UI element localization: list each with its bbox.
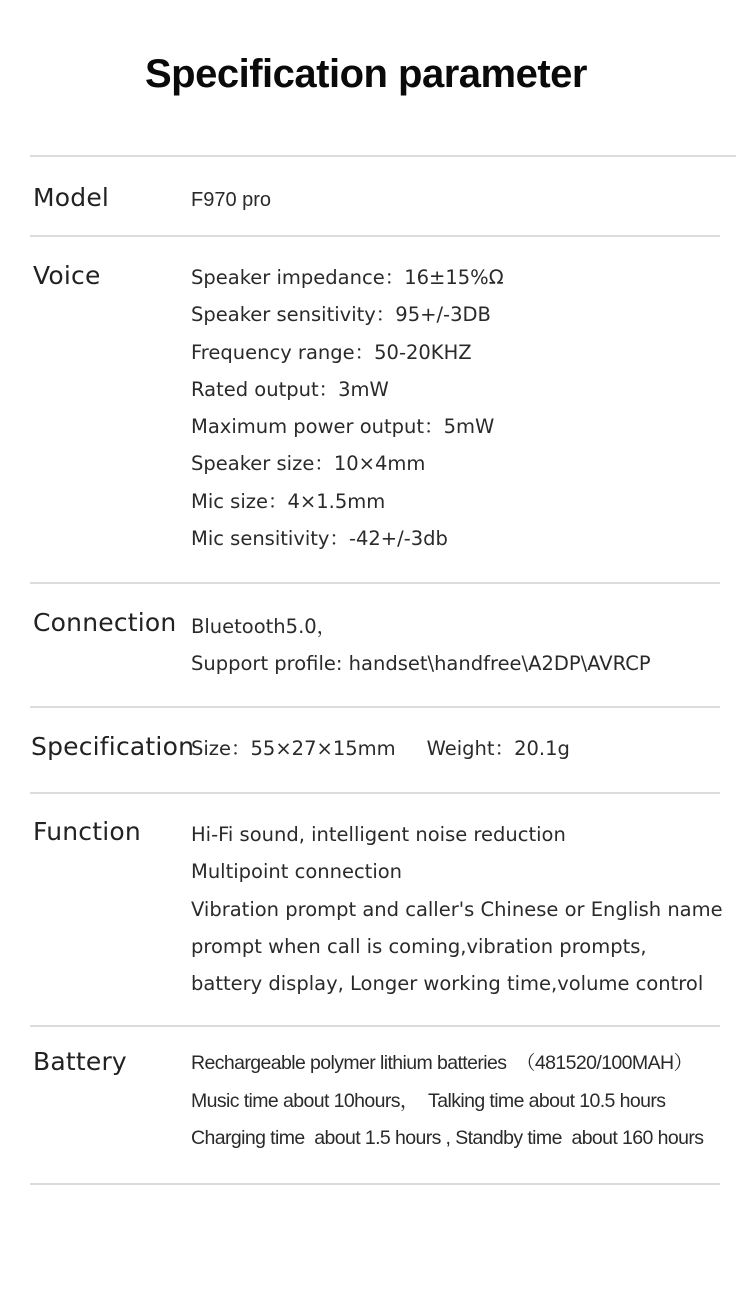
value-line: Support profile: handset\handfree\A2DP\AVRCP	[191, 652, 651, 676]
row-label-function: Function	[33, 817, 141, 846]
value-line: Frequency range：50-20KHZ	[191, 340, 472, 364]
value-line: Rated output：3mW	[191, 377, 389, 401]
row-label-connection: Connection	[33, 608, 177, 637]
divider	[30, 582, 720, 584]
value-line: Music time about 10hours， Talking time about 10.5 hours	[191, 1089, 666, 1112]
value-line: F970 pro	[191, 189, 272, 211]
page-title: Specification parameter	[145, 52, 587, 96]
row-values-model	[191, 182, 271, 219]
row-values-connection	[191, 608, 651, 683]
value-line: Mic sensitivity：-42+/-3db	[191, 527, 448, 551]
value-line: Multipoint connection	[191, 860, 403, 884]
value-line: Rechargeable polymer lithium batteries （481520/100MAH）	[191, 1052, 693, 1074]
value-line: Maximum power output：5mW	[191, 415, 495, 439]
row-values-function	[191, 816, 723, 1002]
divider	[30, 235, 720, 237]
row-values-battery	[191, 1045, 703, 1158]
value-line: Hi-Fi sound, intelligent noise reduction	[191, 823, 566, 846]
value-line: Speaker sensitivity：95+/-3DB	[191, 303, 491, 327]
divider	[30, 706, 720, 708]
value-line: Charging time about 1.5 hours , Standby time about 160 hours	[191, 1127, 704, 1149]
divider	[30, 792, 720, 794]
row-values-voice	[191, 259, 504, 557]
value-line: Speaker size：10×4mm	[191, 452, 426, 476]
divider	[30, 1025, 720, 1027]
row-label-specification: Specification	[31, 732, 195, 761]
row-values-specification	[191, 730, 570, 767]
value-line: prompt when call is coming,vibration prompts,	[191, 934, 647, 958]
row-label-battery: Battery	[33, 1047, 127, 1076]
divider	[30, 155, 736, 157]
row-label-model: Model	[33, 183, 110, 212]
value-line: Speaker impedance：16±15%Ω	[191, 266, 504, 289]
value-line: Size：55×27×15mm Weight：20.1g	[191, 737, 570, 760]
value-line: Mic size：4×1.5mm	[191, 489, 386, 513]
row-label-voice: Voice	[33, 261, 101, 290]
divider	[30, 1183, 720, 1185]
value-line: Bluetooth5.0，	[191, 615, 337, 638]
value-line: Vibration prompt and caller's Chinese or English name	[191, 897, 723, 921]
value-line: battery display, Longer working time,volume control	[191, 972, 704, 996]
